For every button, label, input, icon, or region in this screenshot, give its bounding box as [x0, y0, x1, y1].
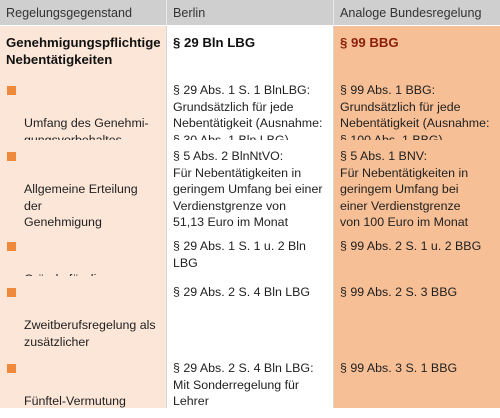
orange-square-bullet-icon — [7, 364, 16, 373]
row-label — [0, 276, 166, 352]
row-bund: § 99 Abs. 2 S. 1 u. 2 BBG — [333, 230, 500, 276]
row-label — [0, 140, 166, 230]
orange-square-bullet-icon — [7, 288, 16, 297]
section-bund: § 99 BBG — [333, 26, 500, 74]
row-berlin: § 29 Abs. 1 S. 1 BlnLBG: Grundsätzlich für jede Nebentätigkeit (Ausnahme: — [166, 74, 333, 140]
row-berlin: § 29 Abs. 2 S. 4 Bln LBG: Mit Sonderregelung für Lehrer — [166, 352, 333, 408]
row-berlin: § 29 Abs. 1 S. 1 u. 2 Bln LBG — [166, 230, 333, 276]
row-label — [0, 352, 166, 408]
row-berlin: § 5 Abs. 2 BlnNtVO: Für Nebentätigkeiten in geringem Umfang bei einer Verdienstgrenze von 51,13 Euro im Monat — [166, 140, 333, 230]
row-label-text: Allgemeine Erteilung der Genehmigung — [24, 182, 138, 229]
section-berlin: § 29 Bln LBG — [166, 26, 333, 74]
orange-square-bullet-icon — [7, 86, 16, 95]
row-bund: § 99 Abs. 3 S. 1 BBG — [333, 352, 500, 408]
header-berlin: Berlin — [166, 0, 333, 26]
orange-square-bullet-icon — [7, 152, 16, 161]
row-bund: § 99 Abs. 2 S. 3 BBG — [333, 276, 500, 352]
row-bund: § 99 Abs. 1 BBG: Grundsätzlich für jede Nebentätigkeit (Ausnahme: — [333, 74, 500, 140]
row-bund: § 5 Abs. 1 BNV: Für Nebentätigkeiten in geringem Umfang bei einer Verdienstgrenze von 100 Euro im Monat — [333, 140, 500, 230]
orange-square-bullet-icon — [7, 242, 16, 251]
section-title: Genehmigungspflichtige Nebentätigkeiten — [0, 26, 166, 74]
row-label — [0, 74, 166, 140]
row-label-text: Umfang des Genehmi- — [24, 116, 149, 130]
row-label — [0, 230, 166, 276]
row-berlin: § 29 Abs. 2 S. 4 Bln LBG — [166, 276, 333, 352]
row-label-text: Fünftel-Vermutung — [24, 394, 126, 408]
row-label-text: Zweitberufsregelung als zusätzlicher — [24, 318, 156, 349]
header-regelungsgegenstand: Regelungsgegenstand — [0, 0, 166, 26]
header-bundesregelung: Analoge Bundesregelung — [333, 0, 500, 26]
